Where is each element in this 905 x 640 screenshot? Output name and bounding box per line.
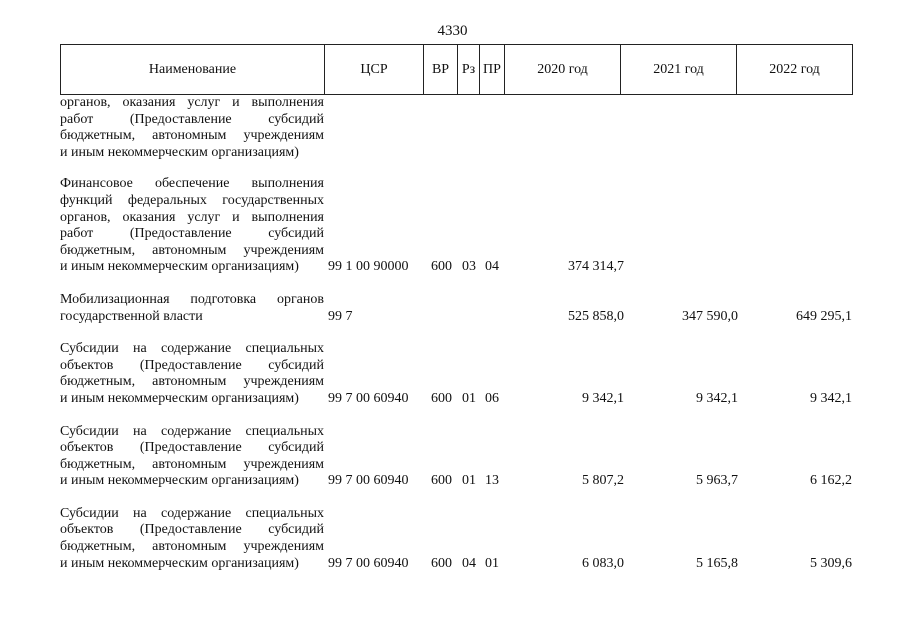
row-pr: 01 bbox=[485, 555, 499, 571]
row-name-line: объектов (Предоставление субсидий bbox=[60, 522, 324, 538]
row-name-line: бюджетным, автономным учреждениям bbox=[60, 374, 324, 390]
row-value-2021: 5 165,8 bbox=[696, 555, 738, 571]
row-name-line: государственной власти bbox=[60, 308, 203, 324]
row-vr: 600 bbox=[431, 473, 452, 489]
header-pr: ПР bbox=[480, 45, 505, 95]
table-row bbox=[60, 424, 860, 490]
header-vr: ВР bbox=[424, 45, 458, 95]
table-header bbox=[60, 44, 853, 95]
row-value-2022: 9 342,1 bbox=[810, 390, 852, 406]
header-name: Наименование bbox=[61, 45, 325, 95]
row-name bbox=[60, 176, 324, 276]
row-name bbox=[60, 424, 324, 490]
row-name-line: органов, оказания услуг и выполнения bbox=[60, 209, 324, 225]
row-name-line: и иным некоммерческим организациям) bbox=[60, 473, 299, 489]
table-body bbox=[60, 95, 860, 572]
row-rz: 03 bbox=[462, 259, 476, 275]
row-value-2020: 6 083,0 bbox=[582, 555, 624, 571]
row-name bbox=[60, 95, 324, 161]
row-name-line: Субсидии на содержание специальных bbox=[60, 341, 324, 357]
row-csr: 99 7 00 60940 bbox=[328, 390, 409, 406]
table-row bbox=[60, 341, 860, 407]
row-value-2021: 347 590,0 bbox=[682, 308, 738, 324]
row-name-line: и иным некоммерческим организациям) bbox=[60, 390, 299, 406]
row-vr: 600 bbox=[431, 259, 452, 275]
row-csr: 99 1 00 90000 bbox=[328, 259, 409, 275]
row-name-line: объектов (Предоставление субсидий bbox=[60, 440, 324, 456]
row-name-line: бюджетным, автономным учреждениям bbox=[60, 456, 324, 472]
row-value-2021: 5 963,7 bbox=[696, 473, 738, 489]
row-name-line: работ (Предоставление субсидий bbox=[60, 111, 324, 127]
row-name-line: Мобилизационная подготовка органов bbox=[60, 291, 324, 307]
row-vr: 600 bbox=[431, 555, 452, 571]
table-row bbox=[60, 176, 860, 276]
row-csr: 99 7 00 60940 bbox=[328, 555, 409, 571]
row-value-2022: 649 295,1 bbox=[796, 308, 852, 324]
row-value-2020: 374 314,7 bbox=[568, 259, 624, 275]
row-csr: 99 7 00 60940 bbox=[328, 473, 409, 489]
page-number: 4330 bbox=[437, 23, 468, 39]
row-name-line: Финансовое обеспечение выполнения bbox=[60, 176, 324, 192]
row-name-line: Субсидии на содержание специальных bbox=[60, 423, 324, 439]
header-rz: Рз bbox=[458, 45, 480, 95]
row-vr: 600 bbox=[431, 390, 452, 406]
table-row bbox=[60, 506, 860, 572]
row-rz: 01 bbox=[462, 473, 476, 489]
header-year-2021: 2021 год bbox=[621, 45, 737, 95]
row-name-line: и иным некоммерческим организациям) bbox=[60, 259, 299, 275]
row-value-2022: 5 309,6 bbox=[810, 555, 852, 571]
header-csr: ЦСР bbox=[325, 45, 424, 95]
row-value-2022: 6 162,2 bbox=[810, 473, 852, 489]
row-name-line: и иным некоммерческим организациям) bbox=[60, 555, 299, 571]
row-name-line: и иным некоммерческим организациям) bbox=[60, 144, 299, 160]
row-pr: 04 bbox=[485, 259, 499, 275]
row-rz: 04 bbox=[462, 555, 476, 571]
row-value-2020: 5 807,2 bbox=[582, 473, 624, 489]
row-name bbox=[60, 341, 324, 407]
row-csr: 99 7 bbox=[328, 308, 353, 324]
row-name-line: органов, оказания услуг и выполнения bbox=[60, 95, 324, 110]
table-row bbox=[60, 95, 860, 161]
row-rz: 01 bbox=[462, 390, 476, 406]
row-value-2020: 9 342,1 bbox=[582, 390, 624, 406]
row-name-line: объектов (Предоставление субсидий bbox=[60, 357, 324, 373]
row-value-2020: 525 858,0 bbox=[568, 308, 624, 324]
row-name-line: функций федеральных государственных bbox=[60, 192, 324, 208]
header-year-2022: 2022 год bbox=[737, 45, 853, 95]
row-name bbox=[60, 506, 324, 572]
row-name-line: бюджетным, автономным учреждениям bbox=[60, 128, 324, 144]
row-name-line: бюджетным, автономным учреждениям bbox=[60, 539, 324, 555]
row-value-2021: 9 342,1 bbox=[696, 390, 738, 406]
row-pr: 13 bbox=[485, 473, 499, 489]
row-pr: 06 bbox=[485, 390, 499, 406]
header-year-2020: 2020 год bbox=[505, 45, 621, 95]
row-name-line: бюджетным, автономным учреждениям bbox=[60, 242, 324, 258]
row-name-line: Субсидии на содержание специальных bbox=[60, 505, 324, 521]
row-name-line: работ (Предоставление субсидий bbox=[60, 226, 324, 242]
row-name bbox=[60, 292, 324, 325]
table-row bbox=[60, 292, 860, 325]
